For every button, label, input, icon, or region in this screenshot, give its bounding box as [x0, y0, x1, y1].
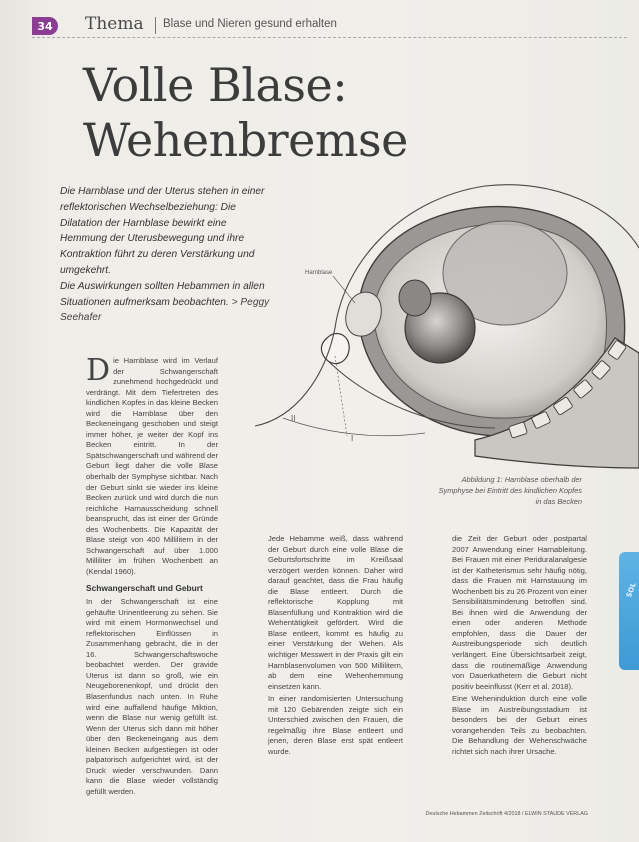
page-footer: Deutsche Hebammen Zeitschrift 4/2018 / ELWIN STAUDE VERLAG	[425, 811, 588, 817]
body-paragraph: die Zeit der Geburt oder postpartal 2007 Anwendung einer Harnableitung. Bei Frauen mit einer Periduralanalgesie ist der Katheterismus sehr häufig nötig, dass die Frauen mit Harnstauung im Wochenbett bis zu 26 Prozent von einer Sensibilitätsminderung betroffen sind. Bei ihnen wird die Anwendung der einen oder anderen Methode empfohlen, dass die Dauer der Austreibungsperiode sich deutlich verlängert. Eine Übersichtsarbeit zeigt, dass die routinemäßige Anwendung von Dauerkathetern die Geburt nicht positiv beeinflusst (Kerr et al. 2018).	[452, 534, 587, 691]
side-tab-label: SOL	[625, 581, 638, 599]
figure-label-ii: II	[291, 414, 296, 423]
section-label: Thema	[85, 14, 144, 34]
section-subhead: Schwangerschaft und Geburt	[86, 583, 203, 594]
lead-paragraph-2: Die Auswirkungen sollten Hebammen in allen Situationen aufmerksam beobachten. > Peggy Seehafer	[60, 280, 270, 324]
text-column-2	[268, 534, 403, 759]
figure-label-bladder: Harnblase	[305, 270, 333, 276]
page-number: 34	[37, 19, 53, 33]
author-byline: > Peggy Seehafer	[60, 296, 270, 324]
page-number-badge	[32, 17, 58, 35]
header-rule	[32, 37, 627, 38]
body-paragraph: In der Schwangerschaft ist eine gehäufte Urinentleerung zu sehen. Sie wird mit einem Hormonwechsel und reflektorischen Einflüssen in Zusammenhang gebracht, die in der 16. Schwangerschaftswoche beobachtet werden. Der gravide Uterus ist dann so groß, wie ein Neugeborenenkopf, und drückt den Blasenfundus nach unten. In Ruhe wird eine auffallend häufige Miktion, wenn die Blase nur wenig gefüllt ist. Wenn der Uterus sich dann mit höher über den Beckeneingang aus dem kleinen Becken aufgestiegen ist oder palpatorisch aufgerichtet wird, ist der Druck wieder verschwunden. Dann kann die Blase wieder vollständig gefüllt werden.	[86, 597, 218, 796]
fetal-shoulder	[399, 280, 431, 316]
figure-caption: Abbildung 1: Harnblase oberhalb der Symphyse bei Eintritt des kindlichen Kopfes in das Becken	[438, 475, 582, 506]
anatomy-drawing	[255, 178, 639, 508]
figure-label-i: I	[351, 434, 354, 443]
bladder-leader-line	[333, 276, 355, 303]
article-lead	[60, 184, 274, 326]
header-separator	[155, 17, 156, 34]
title-line-1: Volle Blase:	[83, 58, 348, 112]
body-paragraph: In einer randomisierten Untersuchung mit 120 Gebärenden zeigte sich ein Unterschied zwischen den Frauen, die regelmäßig ihre Blase entleert und jenen, deren Blase erst spät entleert wurde.	[268, 694, 403, 756]
body-paragraph: Eine Weheninduktion durch eine volle Blase im Austreibungsstadium ist besonders bei der Geburt eines vorangehenden Teils zu beobachten. Die Behandlung der Wehenschwäche richtet sich nach ihrer Ursache.	[452, 694, 587, 756]
text-column-3	[452, 534, 587, 759]
lead-paragraph-1: Die Harnblase und der Uterus stehen in einer reflektorischen Wechselbeziehung: Die Dilatation der Harnblase bewirkt eine Hemmung der Uterusbewegung und ihre Kontraktion führt zu deren Verstärkung und umgekehrt.	[60, 186, 265, 276]
anatomy-illustration	[255, 178, 639, 508]
text-column-1	[86, 353, 218, 799]
intro-paragraph: Die Harnblase wird im Verlauf der Schwangerschaft zunehmend hochgedrückt und verdrängt. Mit dem Tiefertreten des kindlichen Kopfes in das kleine Becken wird die Harnblase über den Beckeneingang geschoben und steigt immer höher, je weiter der Kopf ins Becken eintritt. In der Spätschwangerschaft und während der Geburt liegt daher die volle Blase oberhalb der Symphyse sichtbar. Nach der Geburt sinkt sie wieder ins kleine Becken zurück und wird durch die nun reichliche Harnausscheidung schnell beansprucht, das ist einer der Gründe des Wochenbetts. Die Kapazität der Blase steigt von 400 Millilitern in der Schwangerschaft auf über 1.000 Milliliter im frühen Wochenbett an (Kendal 1960).	[86, 353, 218, 576]
pelvic-axis-ii	[283, 418, 425, 436]
body-paragraph: Jede Hebamme weiß, dass während der Geburt durch eine volle Blase die Geburtsfortschritte im Kreißsaal verzögert werden können. Daher wird darauf geachtet, dass die Frau häufig die Blase entleert. Durch die reflektorische Kopplung mit Blasenfüllung und Kontraktion wird die Wehentätigkeit gefördert. Wird die Blase entleert, kommt es häufig zu einer Verstärkung der Wehen. Als wichtiger Messwert in der Praxis gilt ein Harnblasenvolumen von 500 Millilitern, ab dem eine Wehenhemmung einsetzen kann.	[268, 534, 403, 691]
side-tab	[619, 552, 639, 670]
section-subtitle: Blase und Nieren gesund erhalten	[163, 18, 337, 30]
title-line-2: Wehenbremse	[83, 113, 408, 167]
article-title	[83, 58, 408, 168]
pelvic-axis-i	[335, 356, 347, 436]
drop-cap: D	[86, 353, 111, 388]
